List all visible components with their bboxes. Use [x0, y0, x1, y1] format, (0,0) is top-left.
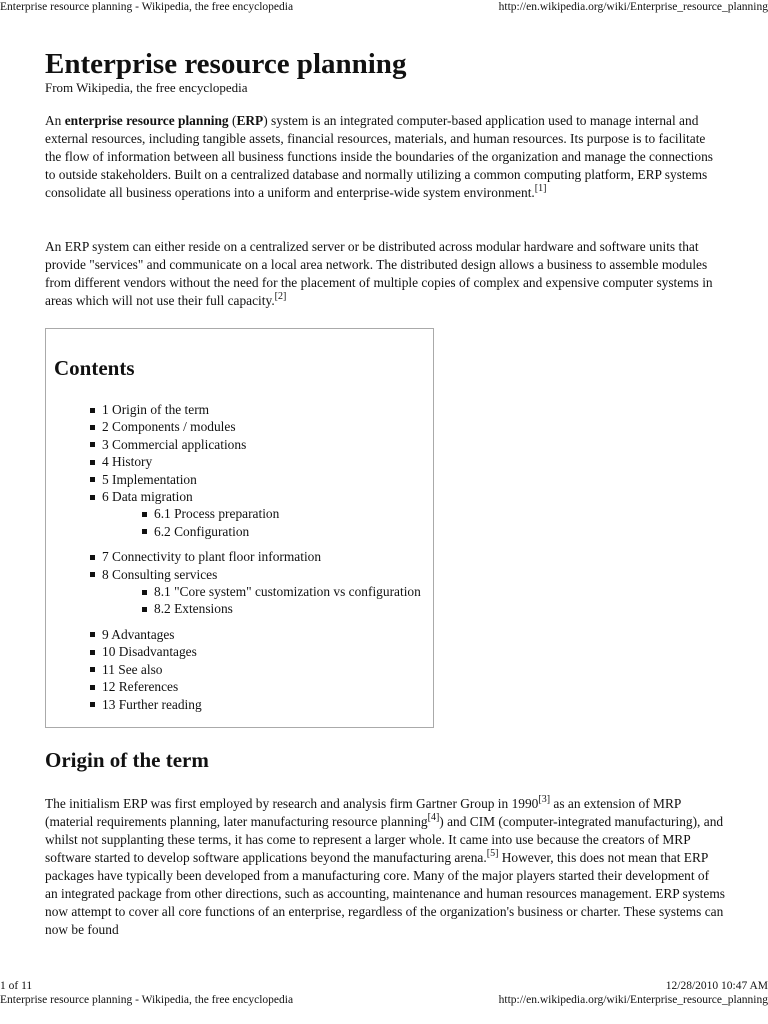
print-footer-page: 1 of 11 [0, 980, 33, 992]
p3-text-a: The initialism ERP was first employed by research and analysis firm Gartner Group in 1990 [45, 796, 539, 811]
p3-text-b: as an extension of MRP (material requirements planning, later manufacturing resource planning [45, 796, 681, 829]
toc-subitem [128, 583, 433, 600]
toc-sublist [128, 583, 433, 618]
reference-link-4[interactable]: [4] [427, 812, 440, 823]
toc-link-core-system-customization[interactable]: 8.1 "Core system" customization vs configuration [154, 584, 421, 600]
section-heading-origin: Origin of the term [45, 748, 209, 772]
toc-item [46, 626, 433, 643]
toc-link-further-reading[interactable]: 13 Further reading [102, 696, 202, 712]
toc-link-disadvantages[interactable]: 10 Disadvantages [102, 644, 197, 660]
intro-paragraph-1 [45, 112, 725, 202]
toc-link-advantages[interactable]: 9 Advantages [102, 626, 175, 642]
toc-link-references[interactable]: 12 References [102, 679, 179, 695]
toc-subitem [128, 505, 433, 522]
toc-link-components-modules[interactable]: 2 Components / modules [102, 419, 236, 435]
toc-link-data-migration[interactable]: 6 Data migration [102, 489, 193, 505]
p1-bold-abbrev: ERP [236, 113, 264, 128]
toc-item [46, 453, 433, 470]
print-footer-datetime: 12/28/2010 10:47 AM [665, 980, 768, 992]
print-header [0, 0, 768, 14]
toc-item [46, 661, 433, 678]
toc-item [46, 566, 433, 618]
reference-link-5[interactable]: [5] [486, 848, 499, 859]
table-of-contents [45, 328, 434, 728]
toc-item [46, 436, 433, 453]
print-header-title: Enterprise resource planning - Wikipedia, the free encyclopedia [0, 994, 294, 1006]
reference-link-3[interactable]: [3] [538, 794, 551, 805]
toc-subitem [128, 600, 433, 617]
print-header-url: http://en.wikipedia.org/wiki/Enterprise_resource_planning [498, 1, 768, 13]
toc-list [46, 401, 433, 713]
toc-item [46, 548, 433, 565]
toc-title: Contents [54, 356, 135, 380]
origin-paragraph [45, 795, 725, 939]
toc-link-connectivity-to-plant-floor[interactable]: 7 Connectivity to plant floor information [102, 549, 322, 565]
toc-link-extensions[interactable]: 8.2 Extensions [154, 601, 233, 617]
toc-link-history[interactable]: 4 History [102, 454, 153, 470]
reference-link-2[interactable]: [2] [274, 291, 287, 302]
page-subtitle: From Wikipedia, the free encyclopedia [45, 80, 248, 95]
reference-link-1[interactable]: [1] [534, 183, 547, 194]
toc-link-consulting-services[interactable]: 8 Consulting services [102, 566, 218, 582]
toc-sublist [128, 505, 433, 540]
toc-link-commercial-applications[interactable]: 3 Commercial applications [102, 436, 247, 452]
toc-item [46, 488, 433, 540]
p3-text-c: ) and CIM (computer-integrated manufacturing), and whilst not supplanting these terms, it has come to represent a larger whole. It came into use because the creators of MRP software started to develop software applications beyond the manufacturing arena. [45, 814, 724, 865]
p1-bold-term: enterprise resource planning [64, 113, 229, 128]
toc-link-configuration[interactable]: 6.2 Configuration [154, 523, 250, 539]
toc-link-see-also[interactable]: 11 See also [102, 661, 163, 677]
intro-paragraph-2 [45, 238, 725, 310]
p3-text-d: However, this does not mean that ERP packages have typically been developed from a manufacturing core. Many of the major players started their development of an integrated package from other directions, such as accounting, maintenance and human resources management. ERP systems now attempt to cover all core functions of an enterprise, regardless of the organization's business or charter. These systems can now be found [45, 850, 725, 937]
toc-item [46, 643, 433, 660]
toc-item [46, 678, 433, 695]
page-title: Enterprise resource planning [45, 48, 407, 80]
toc-item [46, 696, 433, 713]
toc-link-implementation[interactable]: 5 Implementation [102, 471, 197, 487]
toc-item [46, 418, 433, 435]
toc-item [46, 471, 433, 488]
p1-text-c: ( [228, 113, 237, 128]
toc-link-origin-of-the-term[interactable]: 1 Origin of the term [102, 402, 210, 417]
print-header-url: http://en.wikipedia.org/wiki/Enterprise_resource_planning [498, 994, 768, 1006]
p1-text-d: ) system is an integrated computer-based application used to manage internal and external resources, including tangible assets, financial resources, materials, and human resources. Its purpose is to facilitate the flow of information between all business functions inside the boundaries of the organization and manage the connections to outside stakeholders. Built on a centralized database and normally utilizing a common computing platform, ERP systems consolidate all business operations into a uniform and enterprise-wide system environment. [45, 113, 713, 200]
toc-link-process-preparation[interactable]: 6.1 Process preparation [154, 506, 280, 522]
toc-item [46, 401, 433, 418]
print-header-next-page [0, 993, 768, 1007]
toc-subitem [128, 523, 433, 540]
p2-text: An ERP system can either reside on a centralized server or be distributed across modular hardware and software units that provide "services" and communicate on a local area network. The distributed design allows a business to assemble modules from different vendors without the need for the placement of multiple copies of complex and expensive computer systems in areas which will not use their full capacity. [45, 239, 713, 308]
p1-text-a: An [45, 113, 65, 128]
print-footer [0, 979, 768, 993]
print-header-title: Enterprise resource planning - Wikipedia, the free encyclopedia [0, 1, 294, 13]
